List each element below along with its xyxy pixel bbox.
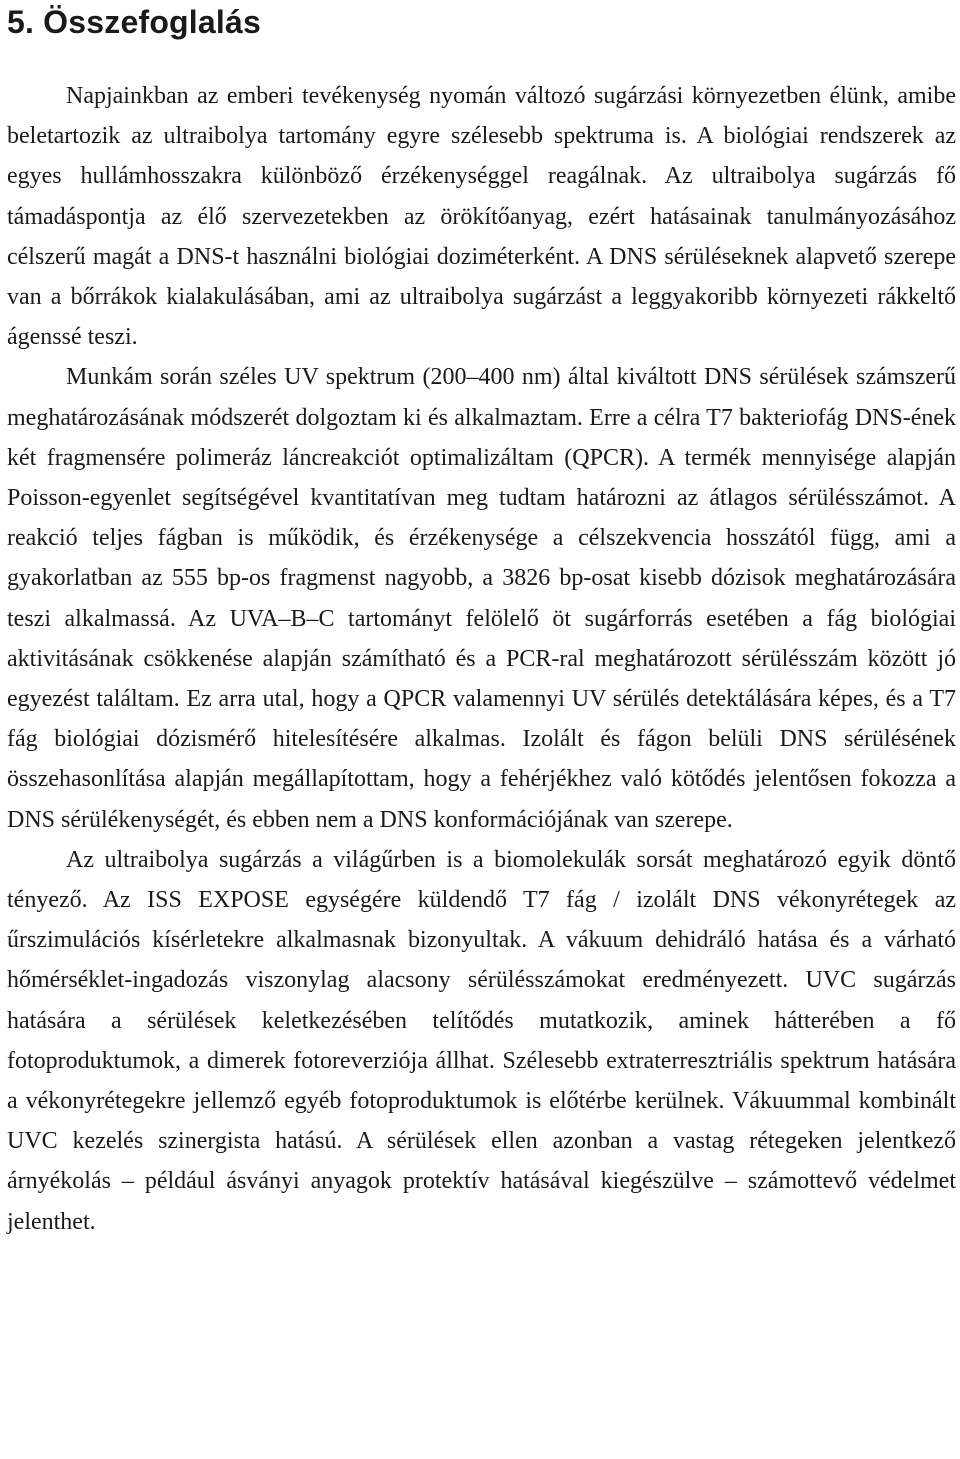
paragraph-1: Napjainkban az emberi tevékenység nyomán változó sugárzási környezetben élünk, amibe beletartozik az ultraibolya tartomány egyre szélesebb spektruma is. A biológiai rendszerek az egyes hullámhosszakra különböző érzékenységgel reagálnak. Az ultraibolya sugárzás fő támadáspontja az élő szervezetekben az örökítőanyag, ezért hatásainak tanulmányozásához célszerű magát a DNS-t használni biológiai doziméterként. A DNS sérüléseknek alapvető szerepe van a bőrrákok kialakulásában, ami az ultraibolya sugárzást a leggyakoribb környezeti rákkeltő ágenssé teszi.	[7, 83, 956, 351]
summary-body	[7, 76, 956, 1242]
paragraph-3: Az ultraibolya sugárzás a világűrben is a biomolekulák sorsát meghatározó egyik döntő tényező. Az ISS EXPOSE egységére küldendő T7 fág / izolált DNS vékonyrétegek az űrszimulációs kísérletekre alkalmasnak bizonyultak. A vákuum dehidráló hatása és a várható hőmérséklet-ingadozás viszonylag alacsony sérülésszámokat eredményezett. UVC sugárzás hatására a sérülések keletkezésében telítődés mutatkozik, aminek hátterében a fő fotoproduktumok, a dimerek fotoreverziója állhat. Szélesebb extraterresztriális spektrum hatására a vékonyrétegekre jellemző egyéb fotoproduktumok is előtérbe kerülnek. Vákuummal kombinált UVC kezelés szinergista hatású. A sérülések ellen azonban a vastag rétegeken jelentkező árnyékolás – például ásványi anyagok protektív hatásával kiegészülve – számottevő védelmet jelenthet.	[7, 846, 956, 1235]
section-heading: 5. Összefoglalás	[7, 4, 261, 40]
paragraph-2: Munkám során széles UV spektrum (200–400 nm) által kiváltott DNS sérülések számszerű meghatározásának módszerét dolgoztam ki és alkalmaztam. Erre a célra T7 bakteriofág DNS-ének két fragmensére polimeráz láncreakciót optimalizáltam (QPCR). A termék mennyisége alapján Poisson-egyenlet segítségével kvantitatívan meg tudtam határozni az átlagos sérülésszámot. A reakció teljes fágban is működik, és érzékenysége a célszekvencia hosszától függ, ami a gyakorlatban az 555 bp-os fragmenst nagyobb, a 3826 bp-osat kisebb dózisok meghatározására teszi alkalmassá. Az UVA–B–C tartományt felölelő öt sugárforrás esetében a fág biológiai aktivitásának csökkenése alapján számítható és a PCR-ral meghatározott sérülésszám között jó egyezést találtam. Ez arra utal, hogy a QPCR valamennyi UV sérülés detektálására képes, és a T7 fág biológiai dózismérő hitelesítésére alkalmas. Izolált és fágon belüli DNS sérülésének összehasonlítása alapján megállapítottam, hogy a fehérjékhez való kötődés jelentősen fokozza a DNS sérülékenységét, és ebben nem a DNS konformációjának van szerepe.	[7, 364, 956, 833]
